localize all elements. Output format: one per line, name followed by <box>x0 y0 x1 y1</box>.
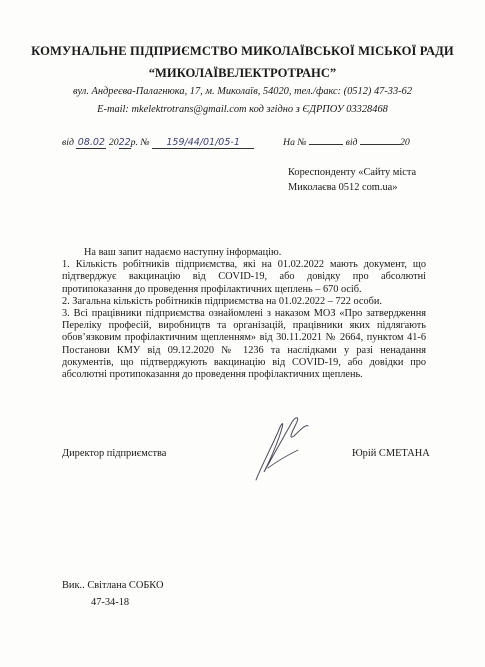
org-email-code: E-mail: mkelektrotrans@gmail.com код згідно з ЄДРПОУ 03328468 <box>97 104 388 115</box>
org-address: вул. Андреєва-Палагнюка, 17, м. Миколаїв, 54020, тел./факс: (0512) 47-33-62 <box>72 86 413 97</box>
signatory-name: Юрій СМЕТАНА <box>352 448 430 459</box>
incoming-year-label: 20 <box>399 137 410 148</box>
incoming-reference <box>283 137 410 148</box>
recipient: Кореспонденту «Сайту міста Миколаєва 0512 com.ua» <box>288 167 417 193</box>
org-name-line1: КОМУНАЛЬНЕ ПІДПРИЄМСТВО МИКОЛАЇВСЬКОЇ МІСЬКОЇ РАДИ <box>31 44 454 58</box>
org-name-line2: “МИКОЛАЇВЕЛЕКТРОТРАНС” <box>148 66 337 80</box>
ref-year-suffix: р. № <box>130 137 150 148</box>
handwritten-signature <box>248 410 318 490</box>
body-item-1: 1. Кількість робітників підприємства, які на 01.02.2022 мають документ, що підтверджує вакцинацію від COVID-19, або довідку про абсолютні протипоказання до проведення профілактичних щеплень – 670 осіб. <box>62 259 426 295</box>
executor-name: Вик.. Світлана СОБКО <box>62 580 164 591</box>
ref-number-handwritten: 159/44/01/05-1 <box>152 137 254 149</box>
ref-from-label: від <box>62 137 74 148</box>
ref-year-label: 20 <box>108 137 119 148</box>
outgoing-reference <box>62 137 254 149</box>
incoming-number-blank <box>309 144 343 145</box>
ref-date-handwritten: 08.02 <box>77 137 105 148</box>
signatory-title: Директор підприємства <box>62 448 167 459</box>
ref-year-handwritten: 22 <box>118 137 131 148</box>
executor-phone: 47-34-18 <box>91 597 130 608</box>
body-item-3: 3. Всі працівники підприємства ознайомлені з наказом МОЗ «Про затвердження Переліку професій, виробництв та організацій, працівники яких підлягають обов’язковим профілактичним щепленням» від 30.11.2021 № 2664, пунктом 41-6 Постанови КМУ від 09.12.2020 № 1236 та наслідками у разі ненадання документів, що підтверджують вакцинацію від COVID-19, або довідки про абсолютні протипоказання до проведення профілактичних щеплень. <box>62 308 426 381</box>
incoming-from-label: від <box>345 137 358 148</box>
incoming-number-label: На № <box>283 137 307 148</box>
body-item-2: 2. Загальна кількість робітників підприємства на 01.02.2022 – 722 особи. <box>62 295 382 307</box>
incoming-date-blank <box>360 144 400 145</box>
body-intro: На ваш запит надаємо наступну інформацію. <box>84 247 282 258</box>
letter-body <box>62 247 426 381</box>
